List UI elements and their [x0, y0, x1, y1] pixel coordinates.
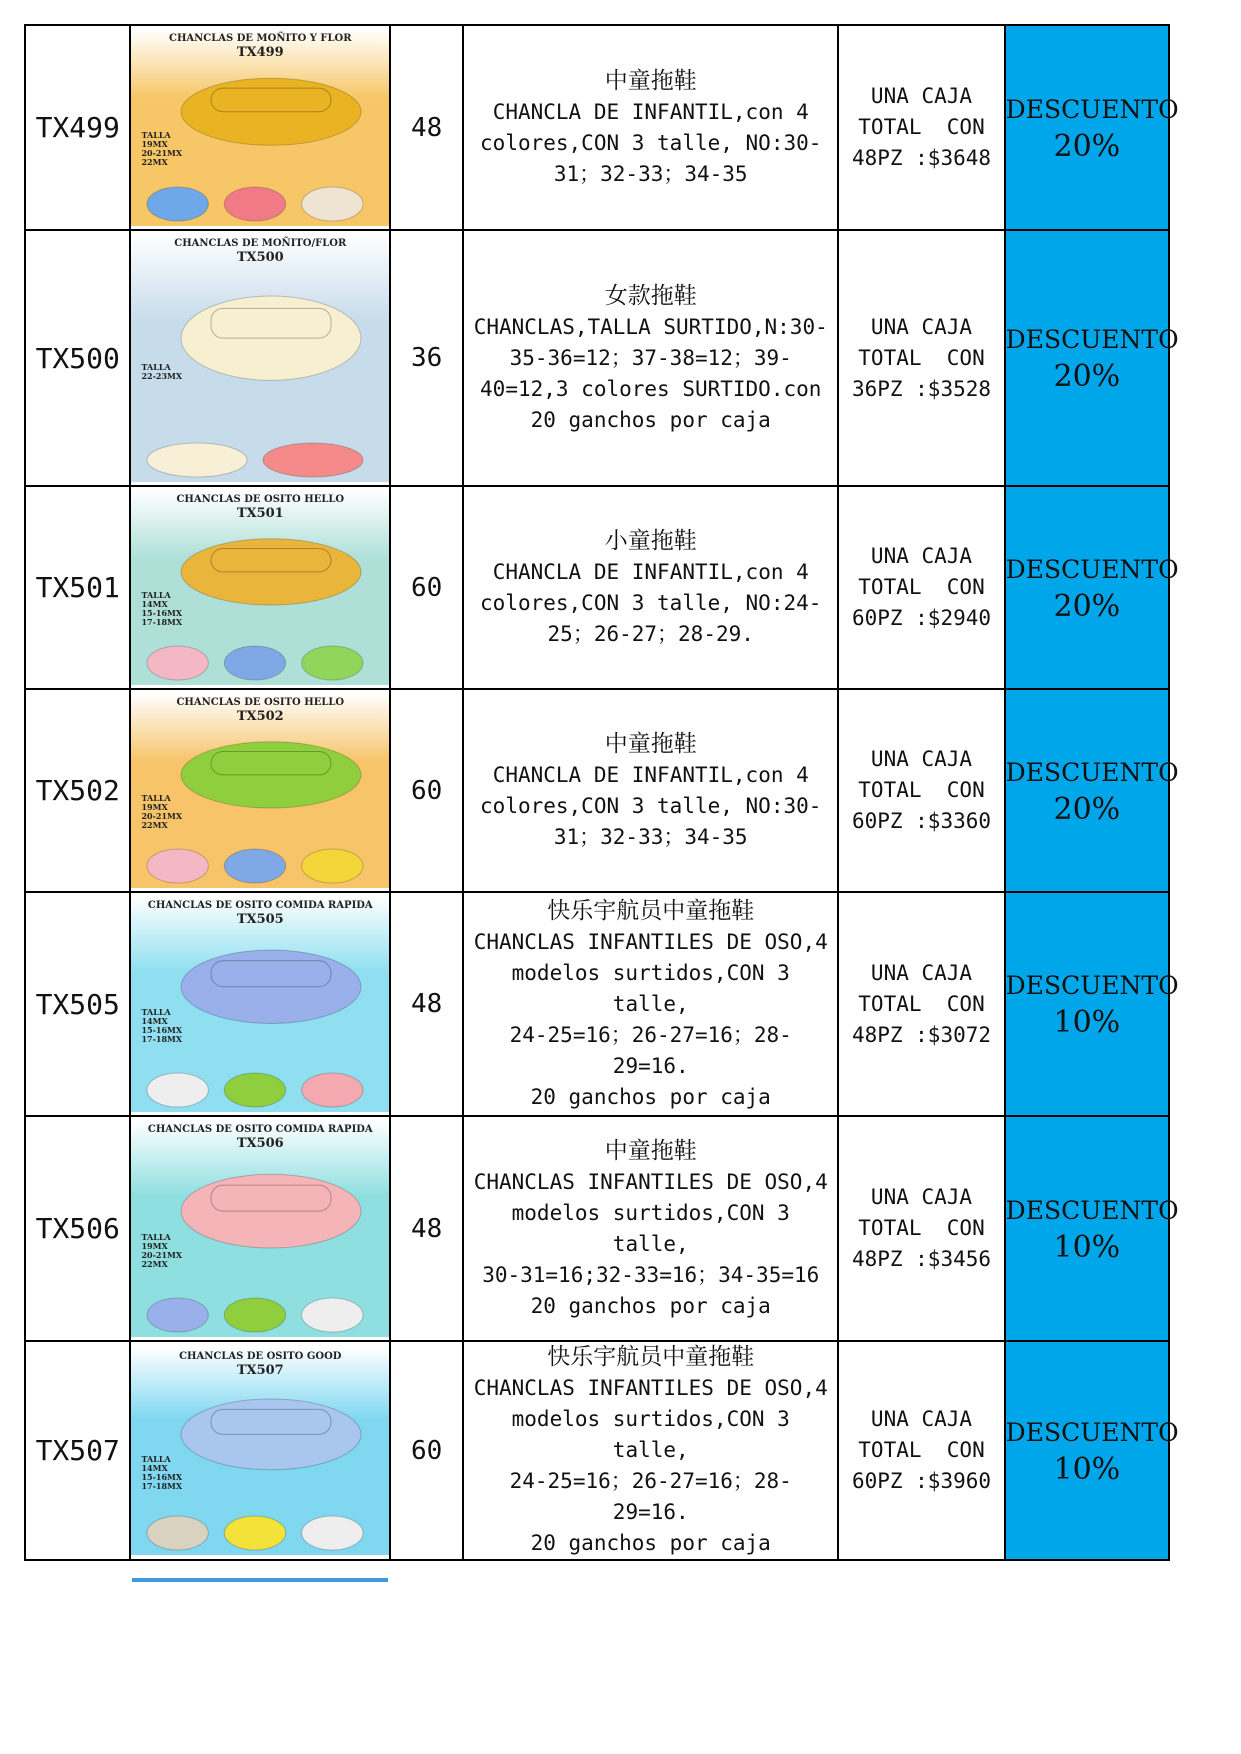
image-code: TX499	[236, 45, 284, 60]
price-line: 60PZ :$3360	[851, 809, 992, 833]
product-code: TX501	[25, 486, 130, 689]
product-row	[25, 689, 1169, 892]
price-line: UNA CAJA	[870, 84, 973, 108]
pieces-per-box: 60	[390, 486, 463, 689]
product-image-cell	[130, 230, 390, 486]
image-title: CHANCLAS DE OSITO COMIDA RAPIDA	[147, 900, 373, 911]
image-size-line: 14MX	[141, 1016, 168, 1027]
image-size-line: TALLA	[141, 130, 171, 141]
discount-percent: 20%	[1053, 791, 1121, 827]
product-code: TX500	[25, 230, 130, 486]
description-line: 31；32-33；34-35	[553, 824, 748, 849]
product-description	[463, 1116, 838, 1341]
image-title: CHANCLAS DE OSITO COMIDA RAPIDA	[147, 1124, 373, 1135]
box-price	[838, 1116, 1004, 1341]
product-row	[25, 1341, 1169, 1560]
discount-percent: 10%	[1053, 1229, 1121, 1265]
image-size-line: 17-18MX	[141, 1480, 183, 1491]
image-size-line: 15-16MX	[141, 1025, 183, 1036]
price-line: 48PZ :$3072	[851, 1022, 992, 1047]
slipper-color-variant	[302, 1298, 363, 1332]
image-code: TX502	[236, 709, 284, 724]
slipper-color-variant	[302, 849, 363, 883]
slipper-color-variant	[147, 646, 208, 680]
product-description	[463, 486, 838, 689]
product-description	[463, 230, 838, 486]
product-code: TX499	[25, 25, 130, 230]
description-line: CHANCLA DE INFANTIL,con 4	[492, 762, 809, 787]
slipper-color-variant	[225, 187, 286, 221]
slipper-color-variant	[225, 646, 286, 680]
product-description	[463, 689, 838, 892]
image-size-line: TALLA	[141, 1007, 171, 1018]
product-description	[463, 1341, 838, 1560]
discount-label: DESCUENTO	[1005, 971, 1179, 1000]
image-size-list	[141, 131, 182, 167]
description-line: CHANCLAS,TALLA SURTIDO,N:30-	[473, 314, 828, 339]
price-line: UNA CAJA	[870, 1185, 973, 1209]
image-size-line: 15-16MX	[141, 608, 183, 619]
description-line: talle,	[612, 991, 689, 1016]
price-line: TOTAL CON	[858, 575, 985, 599]
image-size-line: 15-16MX	[141, 1471, 183, 1482]
discount-label: DESCUENTO	[1005, 757, 1179, 787]
image-size-line: 22MX	[141, 157, 168, 168]
product-code: TX505	[25, 892, 130, 1116]
discount-cell	[1005, 1116, 1179, 1341]
discount-label: DESCUENTO	[1005, 325, 1179, 354]
slipper-illustration	[131, 693, 375, 888]
price-line: TOTAL CON	[858, 1438, 985, 1462]
product-image	[131, 29, 389, 226]
description-line: 35-36=12；37-38=12；39-	[509, 345, 792, 370]
product-code: TX506	[25, 1116, 130, 1341]
pieces-per-box: 60	[390, 689, 463, 892]
price-line: 60PZ :$3960	[851, 1469, 992, 1493]
description-line: modelos surtidos,CON 3	[511, 960, 790, 985]
product-image	[131, 490, 389, 685]
price-line: UNA CAJA	[870, 314, 973, 339]
product-image-cell	[130, 25, 390, 230]
pieces-per-box: 48	[390, 892, 463, 1116]
slipper-color-variant	[147, 1516, 208, 1550]
product-table	[24, 24, 1179, 1561]
slipper-strap	[211, 549, 331, 572]
description-title: 中童拖鞋	[604, 67, 697, 94]
slipper-color-variant	[302, 187, 363, 221]
pieces-per-box: 60	[390, 1341, 463, 1560]
slipper-color-variant	[147, 443, 247, 477]
slipper-illustration	[131, 1120, 375, 1337]
image-size-line: 19MX	[141, 139, 168, 150]
slipper-color-variant	[225, 1073, 286, 1107]
product-image	[131, 693, 389, 888]
description-line: 24-25=16；26-27=16；28-	[509, 1022, 792, 1047]
price-line: UNA CAJA	[870, 747, 973, 771]
product-image-cell	[130, 1116, 390, 1341]
price-line: TOTAL CON	[858, 345, 985, 370]
discount-label: DESCUENTO	[1005, 1195, 1179, 1225]
box-price	[838, 486, 1004, 689]
image-code: TX506	[236, 1136, 284, 1151]
image-size-line: 19MX	[141, 802, 168, 813]
description-line: 25；26-27；28-29.	[547, 621, 754, 646]
box-price	[838, 892, 1004, 1116]
description-line: talle,	[612, 1231, 689, 1256]
description-title: 女款拖鞋	[604, 282, 697, 309]
box-price	[838, 25, 1004, 230]
discount-cell	[1005, 486, 1179, 689]
product-code: TX507	[25, 1341, 130, 1560]
product-row	[25, 892, 1169, 1116]
image-size-line: 20-21MX	[141, 148, 183, 159]
slipper-color-variant	[225, 1516, 286, 1550]
description-line: 29=16.	[612, 1500, 689, 1524]
pieces-per-box: 48	[390, 1116, 463, 1341]
description-line: colores,CON 3 talle, NO:30-	[480, 130, 822, 155]
slipper-color-variant	[147, 187, 208, 221]
image-code: TX501	[236, 506, 284, 521]
slipper-strap	[211, 88, 331, 112]
description-title: 中童拖鞋	[604, 730, 697, 757]
product-image-cell	[130, 486, 390, 689]
slipper-illustration	[131, 234, 375, 482]
image-size-line: 17-18MX	[141, 617, 183, 628]
price-line: UNA CAJA	[870, 960, 973, 985]
discount-cell	[1005, 25, 1179, 230]
image-size-line: 22MX	[141, 1258, 168, 1269]
description-line: colores,CON 3 talle, NO:24-	[480, 590, 822, 615]
image-size-line: 20-21MX	[141, 1249, 183, 1260]
description-title: 中童拖鞋	[604, 1137, 697, 1164]
slipper-color-variant	[225, 1298, 286, 1332]
description-line: 40=12,3 colores SURTIDO.con	[480, 376, 822, 401]
price-line: 48PZ :$3648	[851, 146, 992, 170]
description-line: colores,CON 3 talle, NO:30-	[480, 793, 822, 818]
slipper-color-variant	[147, 1298, 208, 1332]
image-title: CHANCLAS DE MOÑITO Y FLOR	[169, 33, 352, 44]
image-size-line: 19MX	[141, 1240, 168, 1251]
discount-cell	[1005, 230, 1179, 486]
image-code: TX505	[236, 912, 284, 927]
description-line: 30-31=16;32-33=16；34-35=16	[482, 1262, 820, 1287]
box-price	[838, 230, 1004, 486]
product-image-cell	[130, 689, 390, 892]
price-line: TOTAL CON	[858, 991, 985, 1016]
slipper-strap	[211, 1409, 331, 1434]
image-title: CHANCLAS DE MOÑITO/FLOR	[174, 238, 347, 249]
description-line: 20 ganchos por caja	[530, 1084, 771, 1109]
price-line: 36PZ :$3528	[851, 376, 992, 401]
image-size-list	[141, 1233, 182, 1269]
image-size-line: TALLA	[141, 793, 171, 804]
discount-cell	[1005, 892, 1179, 1116]
image-size-line: 22-23MX	[141, 370, 183, 381]
image-title: CHANCLAS DE OSITO HELLO	[176, 494, 345, 505]
image-size-line: 20-21MX	[141, 811, 183, 822]
image-size-list	[141, 591, 182, 627]
image-size-line: 14MX	[141, 1462, 168, 1473]
description-line: modelos surtidos,CON 3	[511, 1200, 790, 1225]
product-image-cell	[130, 892, 390, 1116]
slipper-illustration	[131, 896, 375, 1112]
price-line: UNA CAJA	[870, 1407, 973, 1431]
price-line: 60PZ :$2940	[851, 606, 992, 630]
description-line: CHANCLAS INFANTILES DE OSO,4	[473, 1169, 828, 1194]
image-size-list	[141, 1455, 182, 1491]
discount-label: DESCUENTO	[1005, 554, 1179, 584]
product-row	[25, 1116, 1169, 1341]
description-line: 29=16.	[612, 1053, 689, 1078]
box-price	[838, 1341, 1004, 1560]
image-code: TX507	[236, 1362, 284, 1378]
description-title: 快乐宇航员中童拖鞋	[547, 897, 755, 924]
decorative-bar	[132, 1578, 388, 1582]
slipper-strap	[211, 961, 331, 987]
description-line: 31；32-33；34-35	[553, 161, 748, 186]
product-row	[25, 230, 1169, 486]
product-description	[463, 892, 838, 1116]
price-line: 48PZ :$3456	[851, 1247, 992, 1271]
discount-percent: 10%	[1053, 1451, 1121, 1487]
image-title: CHANCLAS DE OSITO HELLO	[176, 697, 345, 708]
product-row	[25, 486, 1169, 689]
image-size-list	[141, 363, 182, 381]
image-size-line: 14MX	[141, 599, 168, 610]
slipper-strap	[211, 752, 331, 775]
price-line: UNA CAJA	[870, 544, 973, 568]
description-line: CHANCLA DE INFANTIL,con 4	[492, 559, 809, 584]
product-row	[25, 25, 1169, 230]
product-image	[131, 1347, 389, 1555]
discount-label: DESCUENTO	[1005, 94, 1179, 124]
discount-cell	[1005, 1341, 1179, 1560]
discount-percent: 20%	[1053, 128, 1121, 164]
price-line: TOTAL CON	[858, 1216, 985, 1240]
image-size-line: TALLA	[141, 1231, 171, 1242]
image-size-line: TALLA	[141, 361, 171, 372]
description-title: 小童拖鞋	[604, 527, 697, 554]
image-size-list	[141, 794, 182, 830]
product-image	[131, 896, 389, 1112]
image-title: CHANCLAS DE OSITO GOOD	[179, 1350, 342, 1362]
image-size-line: TALLA	[141, 1453, 171, 1464]
box-price	[838, 689, 1004, 892]
description-line: CHANCLA DE INFANTIL,con 4	[492, 99, 809, 124]
discount-percent: 20%	[1053, 588, 1121, 624]
slipper-color-variant	[302, 1516, 363, 1550]
product-image-cell	[130, 1341, 390, 1560]
slipper-illustration	[131, 490, 375, 685]
image-size-line: TALLA	[141, 590, 171, 601]
slipper-color-variant	[263, 443, 363, 477]
description-title: 快乐宇航员中童拖鞋	[547, 1344, 755, 1370]
product-description	[463, 25, 838, 230]
product-code: TX502	[25, 689, 130, 892]
pieces-per-box: 48	[390, 25, 463, 230]
slipper-illustration	[131, 1347, 375, 1555]
slipper-illustration	[131, 29, 375, 226]
description-line: 24-25=16；26-27=16；28-	[509, 1469, 792, 1493]
discount-label: DESCUENTO	[1005, 1417, 1179, 1447]
description-line: 20 ganchos por caja	[530, 407, 771, 432]
description-line: modelos surtidos,CON 3	[511, 1407, 790, 1431]
image-code: TX500	[236, 250, 284, 265]
price-line: TOTAL CON	[858, 778, 985, 802]
description-line: CHANCLAS INFANTILES DE OSO,4	[473, 929, 828, 954]
price-line: TOTAL CON	[858, 115, 985, 139]
description-line: CHANCLAS INFANTILES DE OSO,4	[473, 1376, 828, 1400]
slipper-color-variant	[302, 646, 363, 680]
description-line: 20 ganchos por caja	[530, 1531, 771, 1555]
image-size-line: 22MX	[141, 820, 168, 831]
image-size-line: 17-18MX	[141, 1034, 183, 1045]
pieces-per-box: 36	[390, 230, 463, 486]
slipper-color-variant	[147, 1073, 208, 1107]
discount-percent: 20%	[1053, 359, 1121, 394]
slipper-strap	[211, 308, 331, 338]
description-line: 20 ganchos por caja	[530, 1293, 771, 1318]
discount-cell	[1005, 689, 1179, 892]
discount-percent: 10%	[1053, 1005, 1121, 1040]
slipper-color-variant	[225, 849, 286, 883]
description-line: talle,	[612, 1438, 689, 1462]
image-size-list	[141, 1008, 182, 1044]
product-image	[131, 1120, 389, 1337]
slipper-strap	[211, 1185, 331, 1211]
slipper-color-variant	[147, 849, 208, 883]
slipper-color-variant	[302, 1073, 363, 1107]
product-image	[131, 234, 389, 482]
